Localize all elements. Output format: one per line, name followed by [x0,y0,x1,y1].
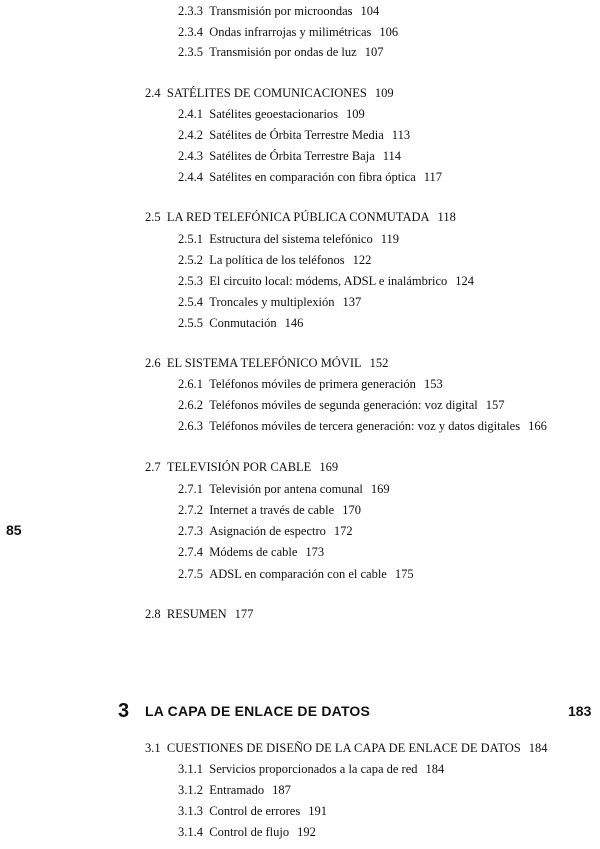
toc-page: 117 [423,170,443,184]
toc-entry-2-4-1 [178,107,365,122]
toc-title: Asignación de espectro [209,524,326,538]
toc-number: 2.3.3 [178,4,203,18]
toc-entry-2-7-2 [178,503,361,518]
toc-number: 2.4.2 [178,128,203,142]
toc-page: 177 [234,607,254,621]
toc-number: 2.7.2 [178,503,203,517]
toc-title: Control de flujo [209,825,290,839]
toc-entry-3-1-4 [178,825,316,840]
toc-entry-2-5-1 [178,232,399,247]
toc-title: Estructura del sistema telefónico [209,232,373,246]
toc-page: 113 [391,128,411,142]
toc-title: RESUMEN [166,607,227,621]
toc-entry-2-6-2 [178,398,505,413]
chapter-number: 3 [118,700,130,722]
toc-title: Televisión por antena comunal [209,482,363,496]
toc-number: 2.6.2 [178,398,203,412]
toc-page: 118 [437,210,456,224]
toc-number: 2.6.3 [178,419,203,433]
toc-title: La política de los teléfonos [209,253,345,267]
toc-page: 107 [364,45,384,59]
toc-title: ADSL en comparación con el cable [209,567,387,581]
toc-number: 2.4.3 [178,149,203,163]
toc-title: Teléfonos móviles de primera generación [209,377,416,391]
toc-entry-2-7-4 [178,545,324,560]
toc-number: 2.5 [145,210,161,224]
toc-page: 119 [380,232,400,246]
toc-entry-2-7-3 [178,524,353,539]
toc-section-2-5 [145,210,456,225]
toc-page: 109 [346,107,365,121]
toc-number: 2.4.4 [178,170,203,184]
toc-title: SATÉLITES DE COMUNICACIONES [166,86,367,100]
toc-entry-3-1-2 [178,783,291,798]
toc-title: LA RED TELEFÓNICA PÚBLICA CONMUTADA [166,210,430,224]
toc-entry-2-3-4 [178,25,398,40]
toc-title: CUESTIONES DE DISEÑO DE LA CAPA DE ENLACE DE DATOS [166,741,521,755]
toc-entry-2-5-3 [178,274,474,289]
toc-entry-2-5-4 [178,295,361,310]
toc-number: 2.7.1 [178,482,203,496]
toc-number: 2.3.5 [178,45,203,59]
toc-title: Módems de cable [209,545,298,559]
toc-entry-2-3-5 [178,45,383,60]
toc-page: 172 [333,524,353,538]
toc-section-2-8 [145,607,253,622]
toc-page: 114 [382,149,402,163]
toc-title: Entramado [209,783,265,797]
toc-title: Internet a través de cable [209,503,335,517]
page-number: 85 [6,522,22,538]
toc-entry-2-4-3 [178,149,401,164]
toc-entry-2-5-2 [178,253,371,268]
toc-number: 2.7.5 [178,567,203,581]
toc-number: 2.4.1 [178,107,203,121]
chapter-page: 183 [568,703,592,719]
toc-title: Transmisión por ondas de luz [209,45,357,59]
toc-number: 2.5.4 [178,295,203,309]
toc-page: 166 [528,419,547,433]
toc-title: Conmutación [209,316,277,330]
toc-title: Teléfonos móviles de segunda generación: voz digital [209,398,478,412]
toc-entry-2-4-2 [178,128,410,143]
toc-number: 3.1.1 [178,762,203,776]
toc-number: 2.4 [145,86,161,100]
toc-page: 191 [308,804,327,818]
toc-page: 192 [297,825,316,839]
toc-page: 146 [284,316,304,330]
toc-number: 2.3.4 [178,25,203,39]
toc-number: 2.5.1 [178,232,203,246]
toc-number: 2.7.3 [178,524,203,538]
toc-entry-2-6-1 [178,377,443,392]
toc-entry-2-7-1 [178,482,390,497]
toc-page: 124 [455,274,475,288]
toc-entry-2-3-3 [178,4,379,19]
toc-number: 3.1.3 [178,804,203,818]
toc-section-2-7 [145,460,338,475]
toc-entry-2-7-5 [178,567,414,582]
toc-title: EL SISTEMA TELEFÓNICO MÓVIL [166,356,362,370]
toc-page: 104 [360,4,380,18]
toc-page: 106 [379,25,399,39]
toc-title: El circuito local: módems, ADSL e inalámbrico [209,274,448,288]
toc-title: Satélites en comparación con fibra óptica [209,170,416,184]
toc-number: 2.7.4 [178,545,203,559]
toc-section-2-6 [145,356,388,371]
toc-title: TELEVISIÓN POR CABLE [166,460,312,474]
toc-title: Teléfonos móviles de tercera generación: voz y datos digitales [209,419,521,433]
toc-number: 2.5.3 [178,274,203,288]
toc-entry-2-6-3 [178,419,547,434]
toc-number: 2.5.2 [178,253,203,267]
toc-number: 2.6 [145,356,161,370]
toc-page: 122 [352,253,372,267]
toc-number: 2.8 [145,607,161,621]
toc-title: Satélites geoestacionarios [209,107,339,121]
toc-entry-3-1-1 [178,762,444,777]
toc-title: Troncales y multiplexión [209,295,335,309]
toc-entry-2-5-5 [178,316,303,331]
toc-page: 169 [370,482,390,496]
toc-page: 137 [342,295,362,309]
toc-page: 175 [394,567,414,581]
toc-page: 153 [423,377,443,391]
toc-page: 184 [528,741,548,755]
toc-entry-2-4-4 [178,170,442,185]
toc-section-3-1 [145,741,547,756]
toc-number: 3.1.4 [178,825,203,839]
toc-title: Ondas infrarrojas y milimétricas [209,25,372,39]
toc-entry-3-1-3 [178,804,327,819]
toc-page: 157 [485,398,505,412]
toc-title: Control de errores [209,804,301,818]
chapter-title: LA CAPA DE ENLACE DE DATOS [145,703,371,719]
toc-number: 3.1 [145,741,161,755]
toc-page: 187 [272,783,291,797]
toc-page: 109 [374,86,394,100]
toc-page: 184 [425,762,445,776]
toc-number: 2.7 [145,460,161,474]
toc-title: Satélites de Órbita Terrestre Baja [209,149,375,163]
toc-page: 152 [369,356,389,370]
toc-title: Satélites de Órbita Terrestre Media [209,128,384,142]
toc-title: Transmisión por microondas [209,4,353,18]
toc-page: 170 [342,503,361,517]
toc-page: 173 [305,545,325,559]
toc-number: 2.5.5 [178,316,203,330]
toc-page: 169 [319,460,339,474]
toc-number: 3.1.2 [178,783,203,797]
toc-section-2-4 [145,86,394,101]
toc-title: Servicios proporcionados a la capa de red [209,762,418,776]
toc-number: 2.6.1 [178,377,203,391]
